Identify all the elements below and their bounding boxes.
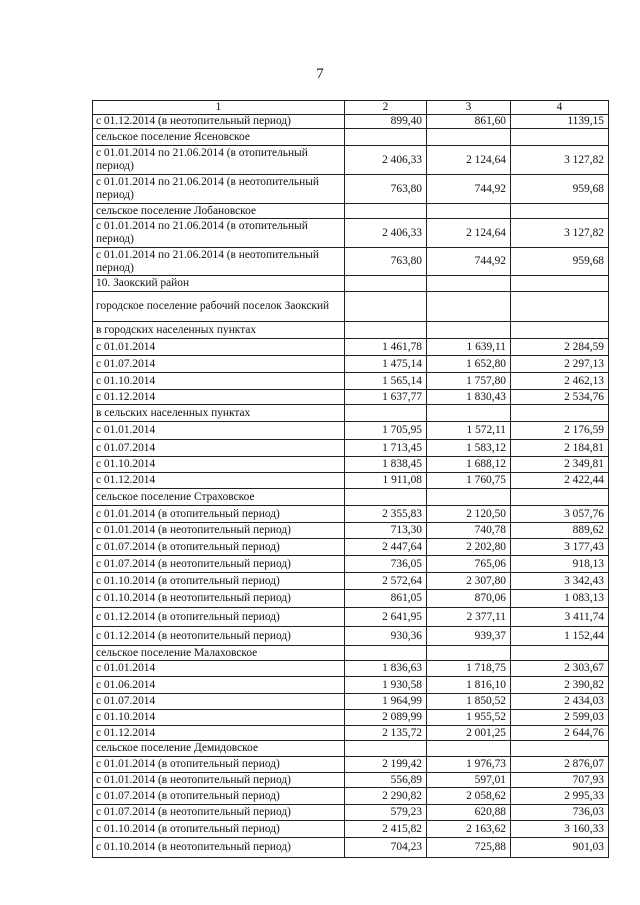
- row-value-col-3: 744,92: [427, 175, 511, 204]
- row-value-col-4: 2 434,03: [511, 694, 609, 710]
- row-value-col-4: 2 297,13: [511, 356, 609, 373]
- row-value-col-4: 959,68: [511, 248, 609, 276]
- row-label: с 01.01.2014 по 21.06.2014 (в неотопительный период): [93, 175, 345, 204]
- row-value-col-2: 861,05: [345, 590, 427, 608]
- row-value-col-2: [345, 204, 427, 219]
- row-label: с 01.01.2014: [93, 339, 345, 356]
- row-value-col-2: 1 713,45: [345, 440, 427, 457]
- table-row: [93, 422, 609, 440]
- table-row: [93, 115, 609, 129]
- row-value-col-2: 1 461,78: [345, 339, 427, 356]
- row-value-col-3: 740,78: [427, 523, 511, 539]
- row-value-col-2: 1 565,14: [345, 373, 427, 390]
- row-value-col-2: 1 838,45: [345, 457, 427, 473]
- row-label: сельское поселение Малаховское: [93, 646, 345, 661]
- row-label: в сельских населенных пунктах: [93, 405, 345, 422]
- row-value-col-2: 2 199,42: [345, 757, 427, 773]
- row-value-col-4: [511, 405, 609, 422]
- row-value-col-3: 725,88: [427, 838, 511, 858]
- row-value-col-3: 861,60: [427, 115, 511, 129]
- table-row: [93, 757, 609, 773]
- row-value-col-2: 1 930,58: [345, 677, 427, 694]
- row-value-col-4: 918,13: [511, 556, 609, 573]
- row-value-col-3: 2 001,25: [427, 726, 511, 741]
- row-value-col-2: 556,89: [345, 773, 427, 788]
- table-row: [93, 322, 609, 339]
- row-value-col-4: 3 160,33: [511, 821, 609, 838]
- row-value-col-2: 736,05: [345, 556, 427, 573]
- row-label: с 01.07.2014: [93, 356, 345, 373]
- row-value-col-2: [345, 292, 427, 322]
- row-value-col-3: 870,06: [427, 590, 511, 608]
- row-value-col-3: [427, 129, 511, 146]
- table-row: [93, 146, 609, 175]
- row-value-col-2: 899,40: [345, 115, 427, 129]
- row-value-col-4: [511, 489, 609, 506]
- table-row: [93, 726, 609, 741]
- row-value-col-4: 3 127,82: [511, 219, 609, 248]
- row-label: сельское поселение Лобановское: [93, 204, 345, 219]
- table-row: [93, 590, 609, 608]
- row-value-col-4: 2 176,59: [511, 422, 609, 440]
- row-label: с 01.01.2014 (в отопительный период): [93, 757, 345, 773]
- row-label: с 01.01.2014: [93, 422, 345, 440]
- row-value-col-2: 2 089,99: [345, 710, 427, 726]
- row-value-col-3: [427, 322, 511, 339]
- row-label: с 01.07.2014 (в отопительный период): [93, 539, 345, 556]
- row-value-col-2: [345, 741, 427, 757]
- row-value-col-2: 1 911,08: [345, 473, 427, 489]
- row-value-col-3: 1 976,73: [427, 757, 511, 773]
- row-value-col-2: 2 572,64: [345, 573, 427, 590]
- row-label: городское поселение рабочий поселок Заокский: [93, 292, 345, 322]
- row-value-col-4: [511, 129, 609, 146]
- row-value-col-4: 2 390,82: [511, 677, 609, 694]
- row-value-col-2: 1 637,77: [345, 390, 427, 405]
- row-label: с 01.10.2014: [93, 710, 345, 726]
- row-label: с 01.01.2014 (в неотопительный период): [93, 773, 345, 788]
- table-row: [93, 773, 609, 788]
- row-label: с 01.12.2014 (в отопительный период): [93, 608, 345, 627]
- row-label: с 01.01.2014 по 21.06.2014 (в отопительный период): [93, 146, 345, 175]
- row-value-col-2: [345, 129, 427, 146]
- tariff-table: [92, 100, 609, 858]
- row-value-col-4: 2 349,81: [511, 457, 609, 473]
- row-value-col-2: 930,36: [345, 627, 427, 646]
- row-value-col-3: 744,92: [427, 248, 511, 276]
- row-value-col-3: 2 058,62: [427, 788, 511, 805]
- row-label: с 01.07.2014: [93, 440, 345, 457]
- row-label: с 01.06.2014: [93, 677, 345, 694]
- row-value-col-3: 939,37: [427, 627, 511, 646]
- row-value-col-3: 1 816,10: [427, 677, 511, 694]
- table-row: [93, 694, 609, 710]
- row-value-col-4: 736,03: [511, 805, 609, 821]
- row-value-col-4: 2 303,67: [511, 661, 609, 677]
- row-value-col-4: 2 876,07: [511, 757, 609, 773]
- row-value-col-4: [511, 292, 609, 322]
- table-row: [93, 489, 609, 506]
- row-value-col-2: 704,23: [345, 838, 427, 858]
- row-label: сельское поселение Ясеновское: [93, 129, 345, 146]
- row-value-col-3: [427, 646, 511, 661]
- row-label: с 01.10.2014 (в отопительный период): [93, 573, 345, 590]
- row-label: сельское поселение Демидовское: [93, 741, 345, 757]
- row-value-col-4: 2 599,03: [511, 710, 609, 726]
- row-value-col-4: 3 177,43: [511, 539, 609, 556]
- header-col-1: 1: [93, 101, 345, 115]
- row-value-col-2: 2 447,64: [345, 539, 427, 556]
- table-row: [93, 373, 609, 390]
- row-value-col-2: [345, 489, 427, 506]
- row-label: с 01.12.2014: [93, 390, 345, 405]
- row-value-col-2: 2 290,82: [345, 788, 427, 805]
- row-value-col-3: 1 955,52: [427, 710, 511, 726]
- row-label: с 01.07.2014 (в неотопительный период): [93, 556, 345, 573]
- table-row: [93, 788, 609, 805]
- row-value-col-4: [511, 322, 609, 339]
- table-row: [93, 440, 609, 457]
- row-label: с 01.10.2014: [93, 373, 345, 390]
- row-value-col-3: 2 120,50: [427, 506, 511, 523]
- row-value-col-3: 2 124,64: [427, 219, 511, 248]
- row-value-col-2: 2 641,95: [345, 608, 427, 627]
- table-row: [93, 457, 609, 473]
- row-value-col-3: 1 572,11: [427, 422, 511, 440]
- row-label: с 01.01.2014 по 21.06.2014 (в неотопительный период): [93, 248, 345, 276]
- table-header-row: [93, 101, 609, 115]
- table-row: [93, 175, 609, 204]
- row-value-col-4: [511, 741, 609, 757]
- row-value-col-4: 959,68: [511, 175, 609, 204]
- row-value-col-4: [511, 204, 609, 219]
- row-value-col-3: 1 757,80: [427, 373, 511, 390]
- row-label: с 01.12.2014 (в неотопительный период): [93, 627, 345, 646]
- table-row: [93, 339, 609, 356]
- row-label: с 01.01.2014 (в неотопительный период): [93, 523, 345, 539]
- table-row: [93, 646, 609, 661]
- table-row: [93, 473, 609, 489]
- row-label: с 01.01.2014 (в отопительный период): [93, 506, 345, 523]
- row-value-col-3: 2 202,80: [427, 539, 511, 556]
- row-value-col-2: [345, 322, 427, 339]
- row-value-col-3: 1 639,11: [427, 339, 511, 356]
- row-value-col-4: 3 057,76: [511, 506, 609, 523]
- row-value-col-3: 2 163,62: [427, 821, 511, 838]
- row-value-col-2: 1 705,95: [345, 422, 427, 440]
- table-row: [93, 741, 609, 757]
- row-value-col-3: 1 688,12: [427, 457, 511, 473]
- header-col-4: 4: [511, 101, 609, 115]
- row-value-col-2: 2 406,33: [345, 219, 427, 248]
- row-label: в городских населенных пунктах: [93, 322, 345, 339]
- row-value-col-3: [427, 204, 511, 219]
- row-value-col-2: 2 406,33: [345, 146, 427, 175]
- tariff-table-body: [93, 101, 609, 858]
- table-row: [93, 627, 609, 646]
- row-value-col-4: 2 644,76: [511, 726, 609, 741]
- row-value-col-3: 2 377,11: [427, 608, 511, 627]
- row-value-col-3: 597,01: [427, 773, 511, 788]
- row-value-col-4: 2 184,81: [511, 440, 609, 457]
- row-value-col-4: 2 284,59: [511, 339, 609, 356]
- row-value-col-2: 2 135,72: [345, 726, 427, 741]
- row-value-col-3: [427, 292, 511, 322]
- table-row: [93, 573, 609, 590]
- table-row: [93, 677, 609, 694]
- row-label: сельское поселение Страховское: [93, 489, 345, 506]
- row-value-col-3: [427, 489, 511, 506]
- row-value-col-3: 620,88: [427, 805, 511, 821]
- page-number: 7: [316, 66, 324, 82]
- row-value-col-3: 1 718,75: [427, 661, 511, 677]
- table-row: [93, 129, 609, 146]
- table-row: [93, 390, 609, 405]
- row-label: с 01.01.2014 по 21.06.2014 (в отопительный период): [93, 219, 345, 248]
- table-row: [93, 608, 609, 627]
- row-value-col-3: 1 830,43: [427, 390, 511, 405]
- row-value-col-4: 707,93: [511, 773, 609, 788]
- row-value-col-3: 2 124,64: [427, 146, 511, 175]
- row-value-col-4: 2 534,76: [511, 390, 609, 405]
- row-value-col-2: 1 836,63: [345, 661, 427, 677]
- row-label: с 01.07.2014 (в отопительный период): [93, 788, 345, 805]
- row-value-col-3: [427, 276, 511, 292]
- table-row: [93, 539, 609, 556]
- row-label: с 01.10.2014 (в отопительный период): [93, 821, 345, 838]
- row-value-col-2: [345, 646, 427, 661]
- row-value-col-3: 765,06: [427, 556, 511, 573]
- row-label: с 01.07.2014 (в неотопительный период): [93, 805, 345, 821]
- row-value-col-3: 1 583,12: [427, 440, 511, 457]
- row-label: с 01.12.2014: [93, 726, 345, 741]
- row-value-col-3: [427, 741, 511, 757]
- row-value-col-4: 1 083,13: [511, 590, 609, 608]
- row-label: с 01.07.2014: [93, 694, 345, 710]
- table-row: [93, 661, 609, 677]
- row-value-col-2: 763,80: [345, 248, 427, 276]
- table-row: [93, 805, 609, 821]
- row-value-col-4: 2 422,44: [511, 473, 609, 489]
- row-value-col-2: 763,80: [345, 175, 427, 204]
- row-value-col-3: 1 760,75: [427, 473, 511, 489]
- header-col-3: 3: [427, 101, 511, 115]
- row-label: с 01.10.2014 (в неотопительный период): [93, 590, 345, 608]
- table-row: [93, 506, 609, 523]
- row-label: с 01.01.2014: [93, 661, 345, 677]
- table-row: [93, 710, 609, 726]
- row-value-col-4: [511, 276, 609, 292]
- table-row: [93, 405, 609, 422]
- row-label: с 01.10.2014 (в неотопительный период): [93, 838, 345, 858]
- table-row: [93, 204, 609, 219]
- row-value-col-3: 2 307,80: [427, 573, 511, 590]
- row-value-col-4: 3 411,74: [511, 608, 609, 627]
- row-value-col-3: 1 652,80: [427, 356, 511, 373]
- table-row: [93, 838, 609, 858]
- row-value-col-2: 1 964,99: [345, 694, 427, 710]
- row-value-col-2: 2 415,82: [345, 821, 427, 838]
- table-row: [93, 219, 609, 248]
- row-label: с 01.10.2014: [93, 457, 345, 473]
- row-value-col-4: 2 995,33: [511, 788, 609, 805]
- table-row: [93, 523, 609, 539]
- row-value-col-2: [345, 405, 427, 422]
- row-value-col-4: 1 152,44: [511, 627, 609, 646]
- table-row: [93, 276, 609, 292]
- table-row: [93, 356, 609, 373]
- row-label: 10. Заокский район: [93, 276, 345, 292]
- row-value-col-4: [511, 646, 609, 661]
- row-value-col-2: 1 475,14: [345, 356, 427, 373]
- row-value-col-2: 713,30: [345, 523, 427, 539]
- table-row: [93, 821, 609, 838]
- row-value-col-3: [427, 405, 511, 422]
- row-value-col-4: 889,62: [511, 523, 609, 539]
- row-value-col-4: 3 342,43: [511, 573, 609, 590]
- row-value-col-2: 579,23: [345, 805, 427, 821]
- table-row: [93, 292, 609, 322]
- header-col-2: 2: [345, 101, 427, 115]
- table-row: [93, 556, 609, 573]
- row-label: с 01.12.2014 (в неотопительный период): [93, 115, 345, 129]
- row-value-col-2: 2 355,83: [345, 506, 427, 523]
- table-row: [93, 248, 609, 276]
- row-label: с 01.12.2014: [93, 473, 345, 489]
- row-value-col-3: 1 850,52: [427, 694, 511, 710]
- row-value-col-4: 2 462,13: [511, 373, 609, 390]
- row-value-col-4: 1139,15: [511, 115, 609, 129]
- row-value-col-4: 3 127,82: [511, 146, 609, 175]
- row-value-col-2: [345, 276, 427, 292]
- row-value-col-4: 901,03: [511, 838, 609, 858]
